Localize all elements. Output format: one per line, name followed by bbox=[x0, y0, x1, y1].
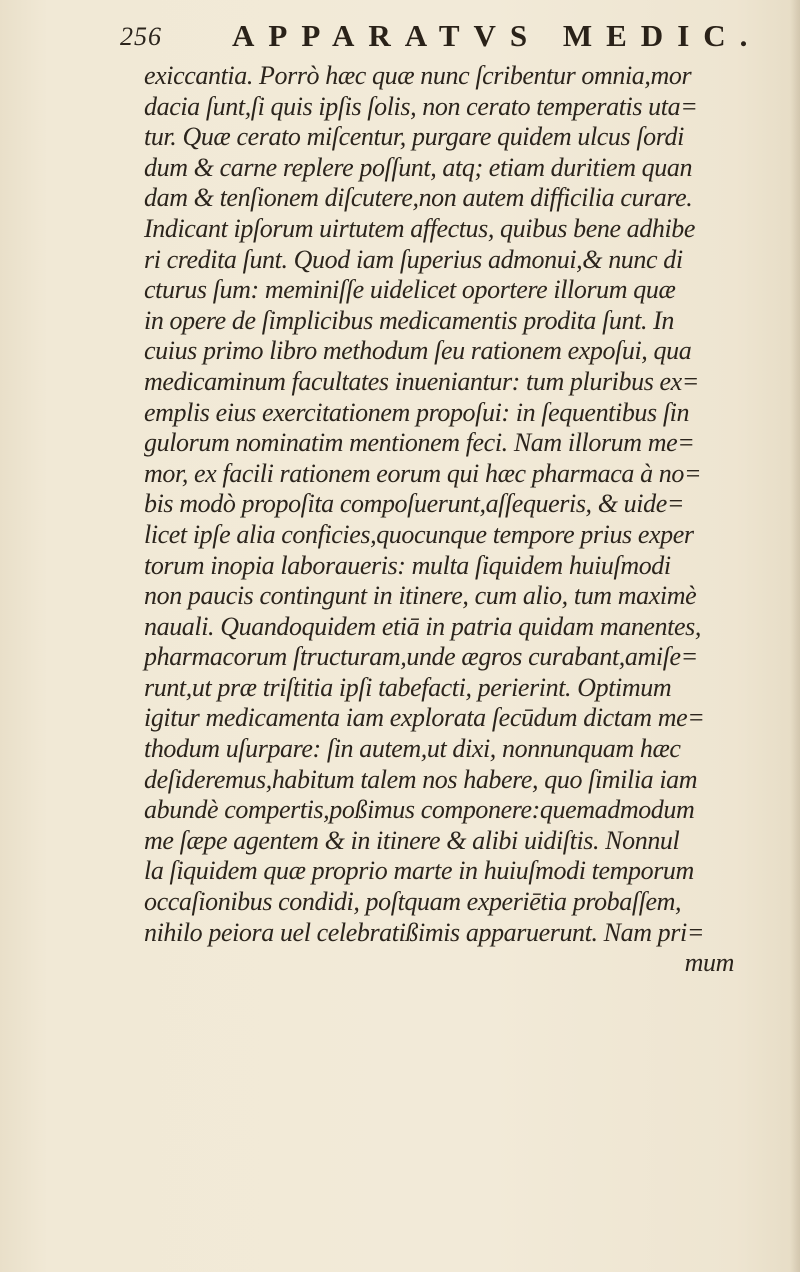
text-line: thodum uſurpare: ſin autem,ut dixi, nonnunquam hæc bbox=[144, 734, 681, 764]
text-line: torum inopia laboraueris: multa ſiquidem huiuſmodi bbox=[144, 550, 671, 580]
catchword: mum bbox=[684, 948, 734, 978]
body-text bbox=[144, 61, 764, 979]
text-line: Indicant ipſorum uirtutem affectus, quibus bene adhibe bbox=[144, 213, 696, 243]
running-head-title: APPARATVS MEDIC. bbox=[232, 18, 762, 53]
text-line: occaſionibus condidi, poſtquam experiētia probaſſem, bbox=[144, 887, 682, 917]
text-line: gulorum nominatim mentionem feci. Nam illorum me= bbox=[144, 428, 695, 458]
text-line: pharmacorum ſtructuram,unde ægros curabant,amiſe= bbox=[144, 642, 698, 672]
text-line: medicaminum facultates inueniantur: tum pluribus ex= bbox=[144, 366, 699, 396]
text-line: dacia ſunt,ſi quis ipſis ſolis, non cerato temperatis uta= bbox=[144, 91, 698, 121]
text-line: la ſiquidem quæ proprio marte in huiuſmodi temporum bbox=[144, 856, 694, 886]
text-line: mor, ex facili rationem eorum qui hæc pharmaca à no= bbox=[144, 458, 702, 488]
running-head bbox=[120, 18, 762, 58]
text-line: nauali. Quandoquidem etiā in patria quidam manentes, bbox=[144, 611, 701, 641]
text-line: runt,ut præ triſtitia ipſi tabefacti, perierint. Optimum bbox=[144, 672, 672, 702]
text-line: igitur medicamenta iam explorata ſecūdum dictam me= bbox=[144, 703, 705, 733]
text-line: non paucis contingunt in itinere, cum alio, tum maximè bbox=[144, 581, 697, 611]
text-line: tur. Quæ cerato miſcentur, purgare quidem ulcus ſordi bbox=[144, 122, 684, 152]
text-line: nihilo peiora uel celebratißimis apparuerunt. Nam pri= bbox=[144, 917, 704, 947]
text-line: abundè compertis,poßimus componere:quemadmodum bbox=[144, 795, 695, 825]
text-line: dum & carne replere poſſunt, atq; etiam duritiem quan bbox=[144, 152, 693, 182]
text-line: licet ipſe alia conficies,quocunque tempore prius exper bbox=[144, 519, 694, 549]
text-line: dam & tenſionem diſcutere,non autem difficilia curare. bbox=[144, 183, 693, 213]
text-line: in opere de ſimplicibus medicamentis prodita ſunt. In bbox=[144, 305, 675, 335]
text-line: cturus ſum: meminiſſe uidelicet oportere illorum quæ bbox=[144, 275, 676, 305]
text-line: exiccantia. Porrò hæc quæ nunc ſcribentur omnia,mor bbox=[144, 61, 692, 90]
page-number: 256 bbox=[120, 22, 162, 51]
text-line: ri credita ſunt. Quod iam ſuperius admonui,& nunc di bbox=[144, 244, 683, 274]
page-edge-shadow bbox=[790, 0, 800, 1272]
text-line: me ſæpe agentem & in itinere & alibi uidiſtis. Nonnul bbox=[144, 825, 680, 855]
text-line: emplis eius exercitationem propoſui: in ſequentibus ſin bbox=[144, 397, 690, 427]
text-line: bis modò propoſita compoſuerunt,aſſequeris, & uide= bbox=[144, 489, 684, 519]
text-line: cuius primo libro methodum ſeu rationem expoſui, qua bbox=[144, 336, 692, 366]
text-line: deſideremus,habitum talem nos habere, quo ſimilia iam bbox=[144, 764, 698, 794]
